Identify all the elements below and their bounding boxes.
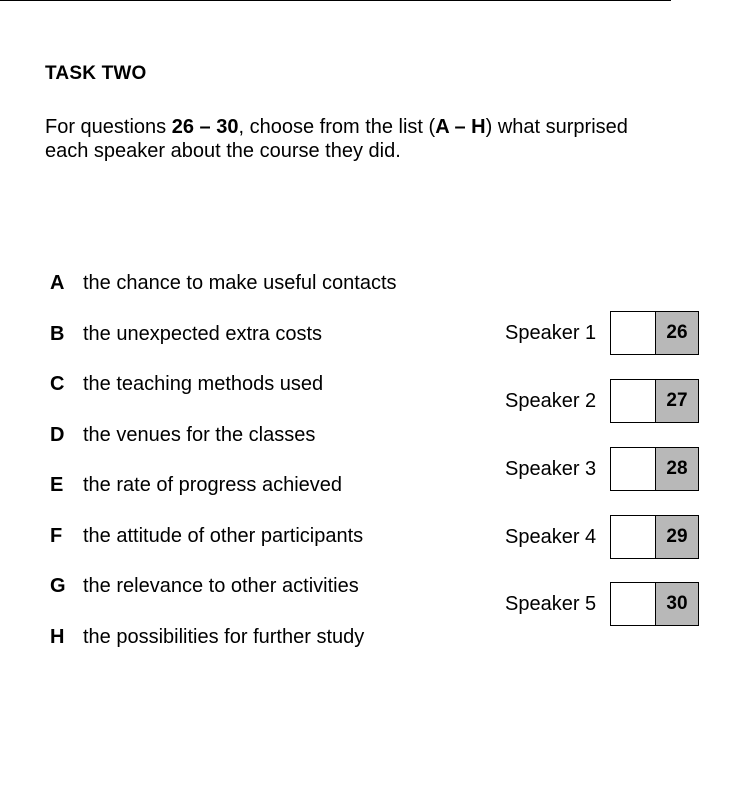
answer-input-30[interactable] [611, 583, 656, 625]
option-letter: B [50, 322, 65, 345]
answer-input-26[interactable] [611, 312, 656, 354]
option-letter: D [50, 423, 65, 446]
option-letter: C [50, 373, 65, 395]
answer-row-speaker-4 [505, 515, 699, 559]
answer-box [610, 311, 699, 355]
question-number: 29 [656, 516, 698, 558]
question-range: 26 – 30 [171, 116, 239, 138]
speaker-label: Speaker 5 [505, 592, 597, 615]
answer-box [610, 379, 699, 423]
speaker-label: Speaker 2 [505, 389, 597, 412]
option-text: the venues for the classes [83, 423, 316, 446]
option-e [50, 472, 397, 523]
instruction-text-1: For questions [45, 116, 172, 138]
answer-row-speaker-3 [505, 447, 699, 491]
top-divider [0, 0, 671, 1]
option-letter: E [50, 474, 64, 496]
answer-input-28[interactable] [611, 448, 656, 490]
answer-row-speaker-5 [505, 582, 699, 626]
question-number: 26 [656, 312, 698, 354]
option-text: the chance to make useful contacts [83, 272, 397, 294]
answer-input-29[interactable] [611, 516, 656, 558]
speaker-label: Speaker 4 [505, 525, 597, 548]
option-letter: F [50, 524, 63, 547]
option-a [50, 270, 397, 321]
option-text: the unexpected extra costs [83, 322, 323, 345]
option-text: the possibilities for further study [83, 625, 365, 648]
answer-row-speaker-1 [505, 311, 699, 355]
answer-box [610, 447, 699, 491]
question-number: 30 [656, 583, 698, 625]
speaker-label: Speaker 1 [505, 321, 597, 344]
answer-box [610, 515, 699, 559]
task-title: TASK TWO [45, 63, 147, 84]
option-text: the rate of progress achieved [83, 474, 343, 496]
option-h [50, 624, 397, 675]
instruction-text-3: ) what surprised [485, 116, 628, 138]
option-b [50, 321, 397, 372]
instruction-text-2: , choose from the list ( [238, 116, 436, 138]
option-range: A – H [435, 116, 486, 138]
option-text: the relevance to other activities [83, 575, 359, 597]
speaker-label: Speaker 3 [505, 457, 597, 480]
option-text: the teaching methods used [83, 373, 324, 395]
option-c [50, 371, 397, 422]
option-d [50, 422, 397, 473]
options-list [50, 270, 397, 674]
option-letter: H [50, 625, 65, 648]
option-letter: G [50, 575, 66, 597]
option-letter: A [50, 272, 65, 294]
answer-input-27[interactable] [611, 380, 656, 422]
instruction-line-1 [45, 115, 725, 139]
option-g [50, 573, 397, 624]
question-number: 28 [656, 448, 698, 490]
option-text: the attitude of other participants [83, 524, 364, 547]
instruction-line-2: each speaker about the course they did. [45, 140, 401, 162]
option-f [50, 523, 397, 574]
answer-box [610, 582, 699, 626]
question-number: 27 [656, 380, 698, 422]
instructions [45, 115, 725, 163]
answer-row-speaker-2 [505, 379, 699, 423]
